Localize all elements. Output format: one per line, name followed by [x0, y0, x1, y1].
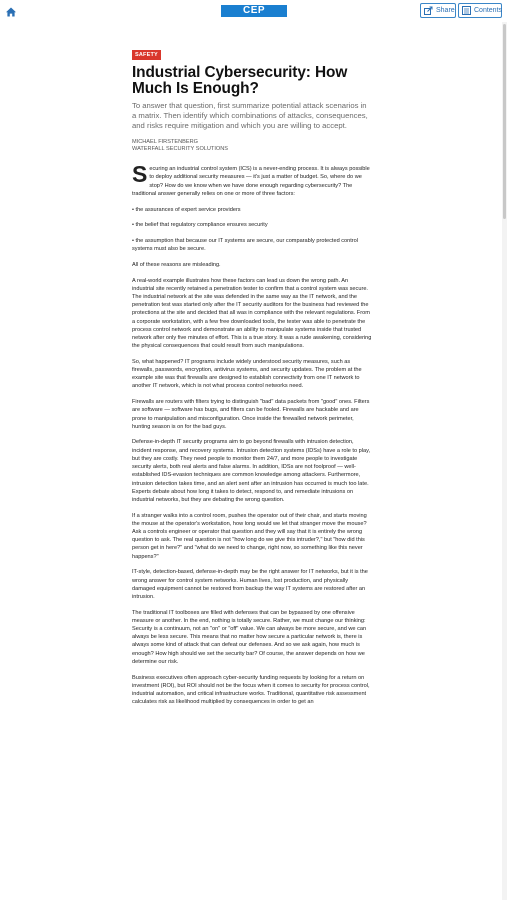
contents-icon [462, 6, 471, 15]
paragraph: Business executives often approach cyber-security funding requests by looking for a return on investment (ROI), but ROI should not be the focus when it comes to security for process control, industrial automation, and critical infrastructure works. Traditional, quantitative risk assessment calculates risk as likelihood multiplied by consequences in order to get an [132, 674, 370, 706]
share-label: Share [436, 7, 455, 14]
article-deck: To answer that question, first summarize potential attack scenarios in a matrix. Then identify which combinations of attacks, consequences, and risks require mitigation and which you are willing to accept. [132, 101, 368, 131]
article-title: Industrial Cybersecurity: How Much Is Enough? [132, 64, 348, 97]
paragraph: A real-world example illustrates how these factors can lead us down the wrong path. An industrial site recently retained a penetration tester to confirm that a control system was secure. The industrial network at the site was defended in the same way as the IT network, and the penetration test was started only after the IT security auditors for the business had reviewed the protections at the site and decided that all was in compliance with the relevant regulations. From a corporate workstation, with a few free downloaded tools, the tester was able to penetrate the process control network and demonstrate an ability to manipulate systems inside that trusted network after only five minutes of effort. This is a true story. It was a rude awakening, considering the physical consequences that could result from such manipulations. [132, 277, 372, 350]
author-organization: WATERFALL SECURITY SOLUTIONS [132, 146, 229, 153]
paragraph: The traditional IT toolboxes are filled with defenses that can be bypassed by one offensive measure or another. In the end, nothing is totally secure. Rather, we must change our thinking: Security is a continuum, not an "on" or "off" value. We can always be more secure, and we can always be less secure. This means that no matter how secure a particular network is, there is always some kind of attack that can defeat our defenses. And so we ask again, how much is enough? How high should we set the security bar? Of course, the answer depends on how we determine our risk. [132, 609, 367, 665]
paragraph: If a stranger walks into a control room, pushes the operator out of their chair, and starts moving the mouse at the operator's workstation, how long would we let that stranger move the mouse? Ask a controls engineer or operator that question and they will say that it is entirely the wrong question to ask. The real question is not "how long do we give this intruder?," but "how did this person get in here?" and "what do we need to change, right now, so something like this never happens?" [132, 512, 367, 560]
bullet-item: • the assumption that because our IT systems are secure, our comparably protected control systems must also be secure. [132, 237, 359, 253]
paragraph: IT-style, detection-based, defense-in-depth may be the right answer for IT networks, but it is the wrong answer for control system networks. Human lives, lost production, and physically damaged equipment cannot be restored from backup the way IT systems are restored after an intrusion. [132, 569, 368, 600]
cep-logo[interactable]: CEP [221, 5, 287, 17]
share-button[interactable] [420, 3, 456, 18]
byline [132, 139, 372, 155]
paragraph: Securing an industrial control system (ICS) is a never-ending process. It is always possible to deploy additional security measures — it's just a matter of budget. So, where do we stop? How do we know when we have done enough regarding cybersecurity? The traditional answer generally relies on one or more of three factors: [132, 161, 370, 197]
contents-label: Contents [474, 7, 503, 14]
section-badge[interactable]: SAFETY [132, 50, 161, 60]
paragraph: All of these reasons are misleading. [132, 261, 221, 268]
author-name: MICHAEL FIRSTENBERG [132, 138, 198, 145]
paragraph: So, what happened? IT programs include widely understood security measures, such as firewalls, passwords, encryption, antivirus systems, and security updates. The problem at the example site was that firewalls are designed to establish connectivity from one IT network to another IT network, which is not what process control networks need. [132, 358, 362, 390]
top-toolbar [0, 0, 507, 22]
contents-button[interactable] [458, 3, 502, 18]
paragraph: Firewalls are routers with filters trying to distinguish "bad" data packets from "good" ones. Filters are software — software has bugs, and filters can be fooled. Firewalls are hackable and are prone to manipulation and misconfiguration. Once inside the firewalled network perimeter, hunting season is on for the bad guys. [132, 399, 370, 430]
scrollbar-thumb[interactable] [503, 24, 506, 219]
share-icon [424, 6, 433, 15]
bullet-item: • the belief that regulatory compliance ensures security [132, 222, 268, 229]
paragraph: Defense-in-depth IT security programs aim to go beyond firewalls with intrusion detection, incident response, and recovery systems. Intrusion detection systems (IDSs) have a role to play, but they are costly. They need people to monitor them 24/7, and more people to investigate security alerts, both real alerts and false alarms. In addition, IDSs are not foolproof — well-established IDS-evasion techniques are common knowledge among attackers. Furthermore, intrusion detection takes time, and an alert sent after an intrusion has occurred is much too late. Experts debate about how long it takes to detect, respond to, and remediate intrusions on industrial networks, but they are debating the wrong question. [132, 439, 371, 503]
article-body [132, 161, 372, 706]
home-icon[interactable] [5, 5, 17, 17]
article [132, 43, 372, 714]
bullet-item: • the assurances of expert service providers [132, 206, 241, 213]
